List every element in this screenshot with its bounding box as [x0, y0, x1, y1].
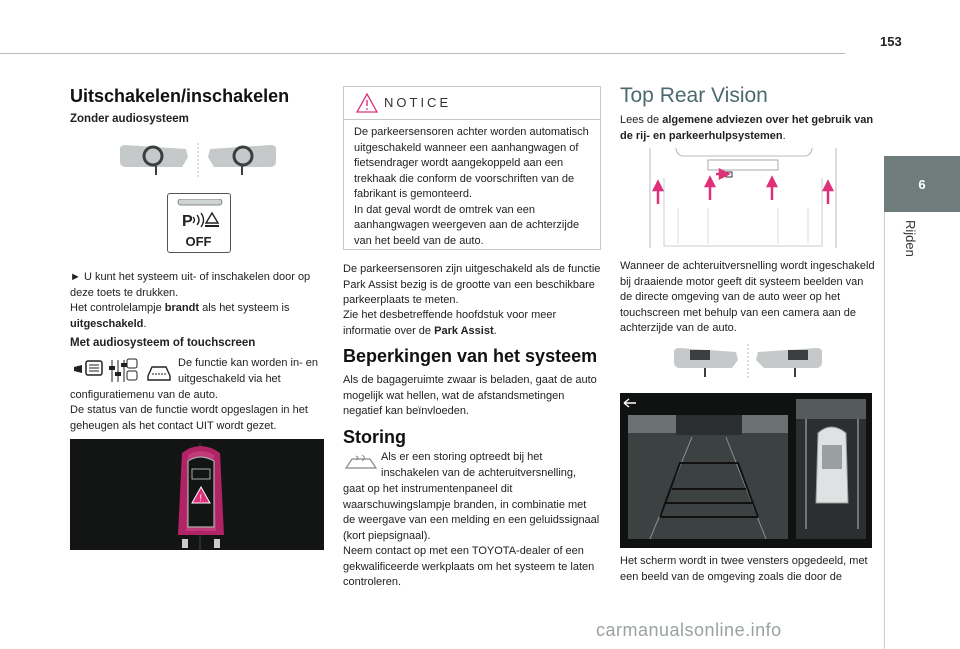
touch-text-2: uitgeschakeld via het — [178, 373, 281, 385]
section-title-fault: Storing — [343, 427, 406, 447]
park-sensor-icon — [172, 199, 226, 231]
chapter-tab[interactable]: 6 — [884, 156, 960, 212]
chapter-divider — [884, 212, 885, 649]
park-assist-ref: Zie het desbetreffende hoofdstuk voor meer informatie over de Park Assist. — [343, 309, 557, 337]
svg-text:!: ! — [199, 493, 203, 503]
notice-divider — [344, 119, 600, 120]
limits-text: Als de bagageruimte zwaar is beladen, gaat de auto mogelijk wat hellen, wat de afstandsmetingen negatief kan beïnvloeden. — [343, 374, 597, 417]
svg-text:P: P — [182, 213, 193, 230]
chapter-title: Rijden — [903, 220, 918, 257]
section-title-top-rear-vision: Top Rear Vision — [620, 84, 768, 107]
subtitle-no-audio: Zonder audiosysteem — [70, 113, 189, 125]
notice-header — [344, 87, 600, 119]
park-sensor-off-button[interactable] — [167, 193, 231, 253]
status-memory-text: De status van de functie wordt opgeslagen in het geheugen als het contact UIT wordt gezet. — [70, 404, 308, 432]
fault-text-3: gaat op het instrumentenpaneel dit waarschuwingslampje branden, in combinatie met de weergave van een melding en een geluidssignaal (kort piepsignaal). — [343, 483, 600, 542]
off-label: OFF — [185, 234, 212, 249]
indicator-text: Het controlelampje brandt als het systeem is uitgeschakeld. — [70, 302, 290, 330]
camera-description-text: Wanneer de achteruitversnelling wordt ingeschakeld bij draaiende motor geeft dit systeem beelden van de directe omgeving van de auto weer op het touchscreen met behulp van een camera aan de achterzijde van de auto. — [620, 260, 875, 334]
mirror-position-icon — [672, 342, 828, 380]
park-assist-text: De parkeersensoren zijn uitgeschakeld als de functie Park Assist bezig is de grootte van een beschikbare parkeerplaats te meten. — [343, 263, 601, 306]
split-screen-text: Het scherm wordt in twee vensters opgedeeld, met een beeld van de omgeving zoals die door de — [620, 555, 868, 583]
sensor-fault-warning-icon — [344, 454, 378, 472]
touch-text-1: De functie kan worden in- en — [178, 357, 319, 369]
fault-text-4: Neem contact op met een TOYOTA-dealer of een gekwalificeerde werkplaats om het systeem te laten controleren. — [343, 545, 595, 588]
notice-text: De parkeersensoren achter worden automatisch uitgeschakeld wanneer een aanhangwagen of fietsendrager wordt aangekoppeld aan een trekhaak die conform de voorschriften van de fabrikant is gemonteerd. In dat geval wordt de omtrek van een aanhangwagen weergeven aan de achterzijde van het beeld van de auto. — [354, 126, 589, 247]
notice-title: NOTICE — [384, 95, 452, 110]
toggle-instruction: ► U kunt het systeem uit- of inschakelen door op deze toets te drukken. — [70, 271, 311, 299]
park-sensor-display-image — [70, 439, 324, 550]
rear-camera-location-image — [646, 148, 842, 250]
section-title-toggle: Uitschakelen/inschakelen — [70, 86, 290, 106]
fault-text-2: inschakelen van de achteruitversnelling, — [381, 467, 577, 479]
fault-text-1: Als er een storing optreedt bij het — [381, 451, 543, 463]
touchscreen-menu-icons — [72, 358, 176, 384]
subtitle-touchscreen: Met audiosysteem of touchscreen — [70, 337, 256, 349]
section-title-limits: Beperkingen van het systeem — [343, 346, 598, 366]
steering-wheel-position-icon — [118, 141, 278, 181]
notice-box — [343, 86, 601, 250]
config-menu-text: configuratiemenu van de auto. — [70, 389, 218, 401]
watermark: carmanualsonline.info — [596, 620, 782, 640]
page-number: 153 — [880, 34, 902, 49]
top-rear-vision-screen-image — [620, 393, 872, 548]
general-advice-text: Lees de algemene adviezen over het gebruik van de rij- en parkeerhulpsystemen. — [620, 114, 874, 142]
header-rule — [0, 53, 845, 54]
warning-triangle-icon — [356, 93, 378, 113]
